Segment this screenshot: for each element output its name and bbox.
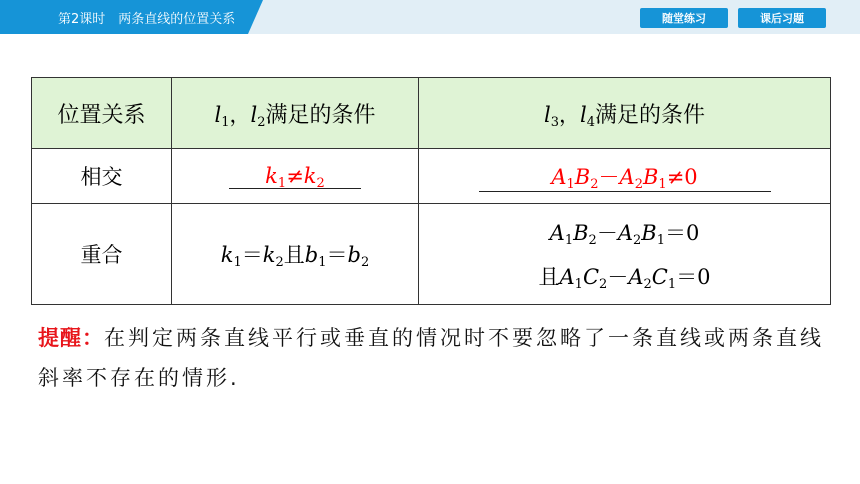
reminder-label: 提醒：: [38, 326, 104, 350]
header-relation: [32, 78, 172, 149]
reminder-text: 在判定两条直线平行或垂直的情况时不要忽略了一条直线或两条直线斜率不存在的情形.: [38, 326, 824, 390]
header-l3-l4-label: 满足的条件: [594, 102, 705, 128]
header-relation-label: 位置关系: [57, 102, 146, 128]
answer-blank-coefficient: $A_1B_2-A_2B_1\ne 0$: [479, 161, 771, 192]
homework-button[interactable]: 课后习题: [738, 8, 826, 28]
reminder-note: [38, 318, 828, 398]
table-header-row: [32, 78, 831, 149]
header-l1-l2: $l_1$，$l_2$满足的条件: [172, 78, 419, 149]
header-l1-l2-label: 满足的条件: [265, 102, 376, 128]
header-l3-l4: $l_3$，$l_4$满足的条件: [419, 78, 831, 149]
conditions-table: [31, 77, 831, 305]
table-row-coincide: [32, 204, 831, 305]
in-class-practice-button[interactable]: 随堂练习: [640, 8, 728, 28]
table-row-intersect: [32, 149, 831, 204]
slope-condition-intersect: [172, 149, 419, 204]
answer-blank-slope: $k_1\ne k_2$: [229, 164, 361, 189]
row-label-intersect: 相交: [32, 149, 172, 204]
slope-condition-coincide: $k_1=k_2$且$b_1=b_2$: [172, 204, 419, 305]
coefficient-condition-coincide: $A_1B_2-A_2B_1=0$ 且$A_1C_2-A_2C_1=0$: [419, 204, 831, 305]
coefficient-condition-intersect: [419, 149, 831, 204]
row-label-coincide: 重合: [32, 204, 172, 305]
lesson-title: 第2课时 两条直线的位置关系: [58, 12, 236, 27]
